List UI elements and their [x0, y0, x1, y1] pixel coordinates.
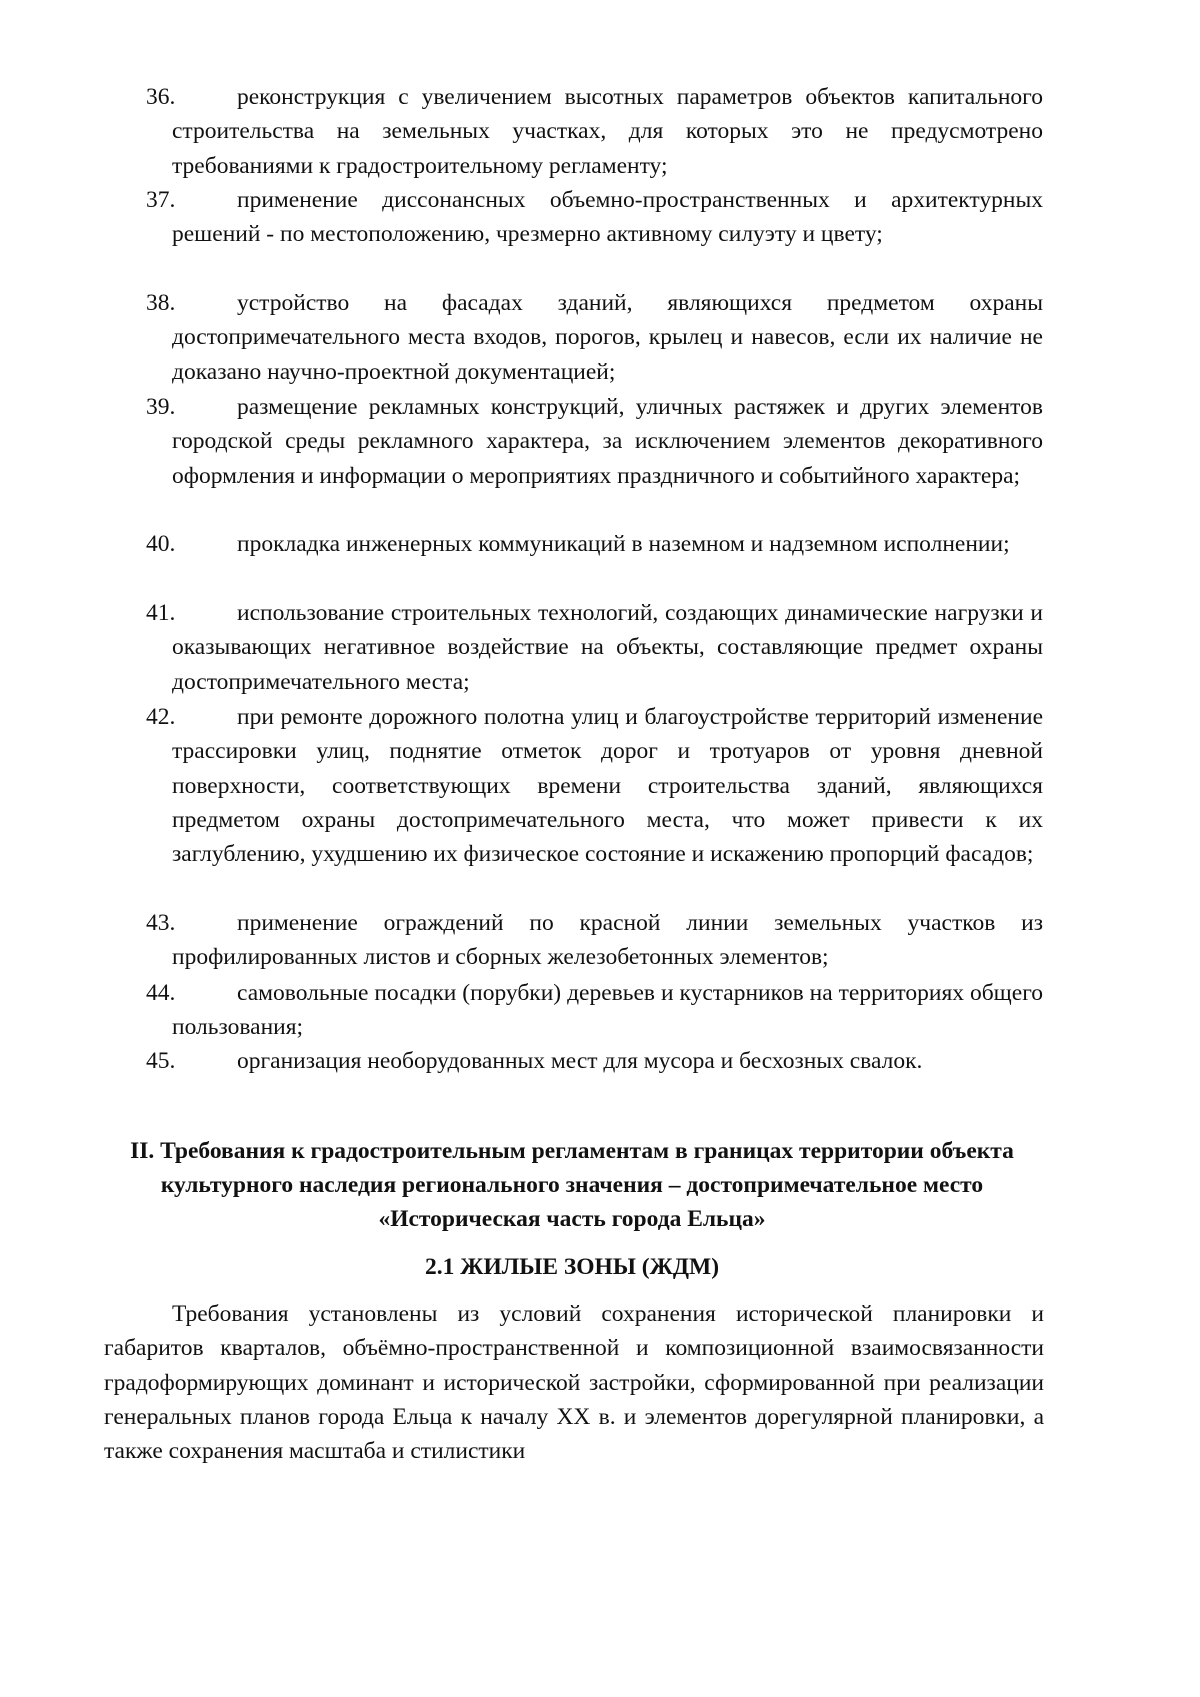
list-item-text: применение диссонансных объемно-пространственных и архитектурных решений - по местоположению, чрезмерно активному силуэту и цвету; — [172, 187, 1043, 248]
list-item-number: 43. — [146, 910, 176, 936]
section-heading: II. Требования к градостроительным регламентам в границах территории объекта культурного наследия регионального значения – достопримечательное место «Историческая часть города Ельца» — [130, 1138, 1014, 1232]
list-item-text: размещение рекламных конструкций, уличных растяжек и других элементов городской среды рекламного характера, за исключением элементов декоративного оформления и информации о мероприятиях праздничного и событийного характера; — [172, 394, 1043, 489]
list-item-text: применение ограждений по красной линии земельных участков из профилированных листов и сборных железобетонных элементов; — [172, 910, 1043, 971]
list-item-text: прокладка инженерных коммуникаций в наземном и надземном исполнении; — [237, 531, 1010, 557]
body-paragraph: Требования установлены из условий сохранения исторической планировки и габаритов кварталов, объёмно-пространственной и композиционной взаимосвязанности градоформирующих доминант и исторической застройки, сформированной при реализации генеральных планов города Ельца к началу XX в. и элементов дорегулярной планировки, а также сохранения масштаба и стилистики — [104, 1301, 1044, 1465]
list-item-text: использование строительных технологий, создающих динамические нагрузки и оказывающих негативное воздействие на объекты, составляющие предмет охраны достопримечательного места; — [172, 600, 1043, 695]
list-item-43 — [146, 906, 1043, 975]
list-item-36 — [146, 80, 1043, 183]
zone-title: 2.1 ЖИЛЫЕ ЗОНЫ (ЖДМ) — [424, 1254, 720, 1280]
list-item-text: организация необорудованных мест для мусора и бесхозных свалок. — [237, 1048, 923, 1074]
list-item-40 — [146, 527, 1043, 561]
list-item-39 — [146, 390, 1043, 493]
list-item-number: 36. — [146, 84, 176, 110]
list-item-number: 40. — [146, 531, 176, 557]
list-item-text: реконструкция с увеличением высотных параметров объектов капитального строительства на земельных участках, для которых это не предусмотрено требованиями к градостроительному регламенту; — [172, 84, 1043, 179]
list-item-number: 39. — [146, 394, 176, 420]
list-item-number: 45. — [146, 1048, 176, 1074]
list-item-37 — [146, 183, 1043, 252]
list-item-44 — [146, 976, 1043, 1045]
list-item-number: 38. — [146, 290, 176, 316]
list-item-text: при ремонте дорожного полотна улиц и благоустройстве территорий изменение трассировки улиц, поднятие отметок дорог и тротуаров от уровня дневной поверхности, соответствующих времени строительства зданий, являющихся предметом охраны достопримечательного места, что может привести к их заглублению, ухудшению их физическое состояние и искажению пропорций фасадов; — [172, 704, 1043, 868]
list-item-text: самовольные посадки (порубки) деревьев и кустарников на территориях общего пользования; — [172, 980, 1043, 1041]
list-item-number: 37. — [146, 187, 176, 213]
list-item-number: 44. — [146, 980, 176, 1006]
list-item-number: 41. — [146, 600, 176, 626]
list-item-42 — [146, 700, 1043, 871]
list-item-41 — [146, 596, 1043, 699]
list-item-38 — [146, 286, 1043, 389]
list-item-number: 42. — [146, 704, 176, 730]
list-item-45 — [146, 1044, 1043, 1078]
list-item-text: устройство на фасадах зданий, являющихся предметом охраны достопримечательного места входов, порогов, крылец и навесов, если их наличие не доказано научно-проектной документацией; — [172, 290, 1043, 385]
